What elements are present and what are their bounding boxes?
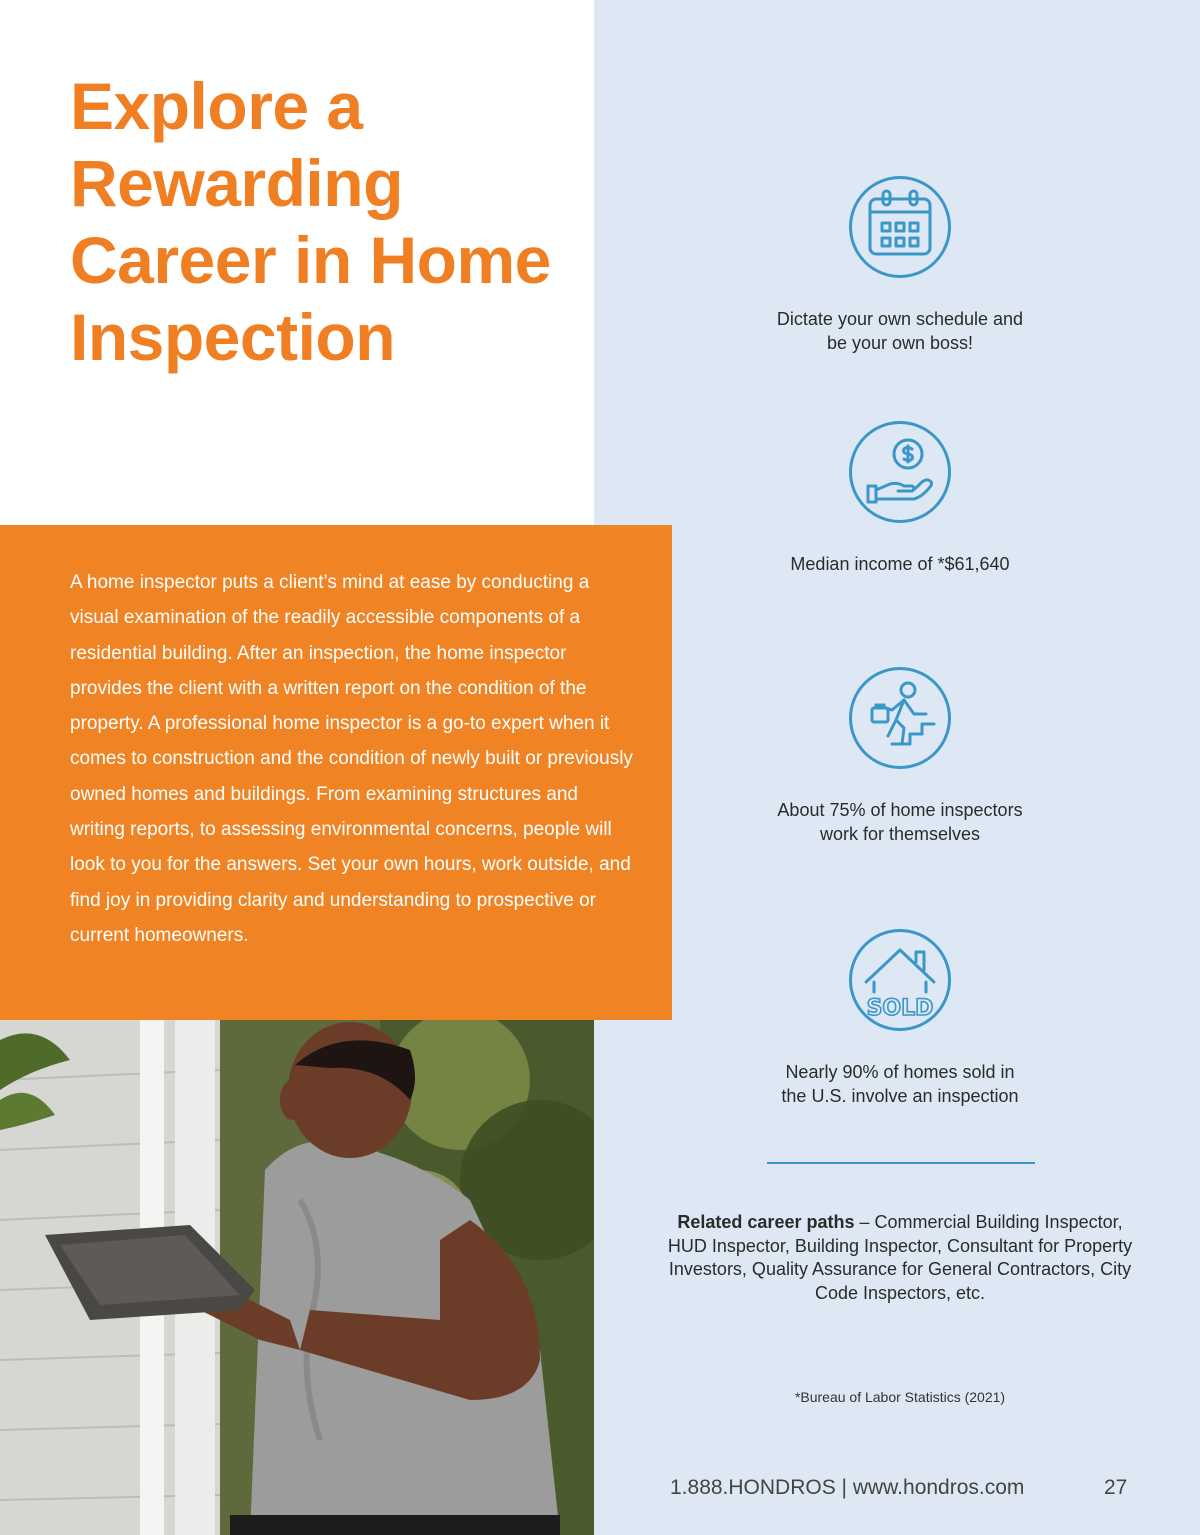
calendar-icon [849,176,951,278]
footer-contact: 1.888.HONDROS | www.hondros.com [670,1476,1025,1499]
feature-text-line: be your own boss! [826,332,974,353]
climbing-steps-icon [849,667,951,769]
divider [767,1162,1035,1164]
sold-label: SOLD [866,996,934,1021]
page-title: Explore a Rewarding Career in Home Inspection [70,69,551,374]
related-careers-text: – Commercial Building Inspector, HUD Inspector, Building Inspector, Consultant for Property Investors, Quality Assurance for General Contractors, City Code Inspectors, etc. [667,1212,1133,1303]
intro-box [0,525,672,1020]
feature-text-line: the U.S. involve an inspection [781,1085,1019,1106]
feature-text-line: work for themselves [819,823,981,844]
source-note: *Bureau of Labor Statistics (2021) [794,1389,1006,1405]
house-sold-icon [849,929,951,1031]
feature-text-line: About 75% of home inspectors [777,800,1023,820]
feature-inspections [700,929,1100,1108]
feature-self-employed [700,667,1100,846]
feature-income [700,421,1100,577]
feature-text-line: Dictate your own schedule and [776,309,1024,329]
money-hand-icon [849,421,951,523]
feature-schedule [700,176,1100,355]
feature-text-line: Nearly 90% of homes sold in [785,1062,1015,1082]
feature-text-line: Median income of *$61,640 [790,554,1010,574]
page-number: 27 [1104,1476,1128,1499]
related-careers [660,1211,1140,1305]
inspector-photo [0,1020,594,1535]
intro-paragraph: A home inspector puts a client’s mind at ease by conducting a visual examination of the readily accessible components of a residential building. After an inspection, the home inspector provides the client with a written report on the condition of the property. A professional home inspector is a go-to expert when it comes to construction and the condition of newly built or previously owned homes and buildings. From examining structures and writing reports, to assessing environmental concerns, people will look to you for the answers. Set your own hours, work outside, and find joy in providing clarity and understanding to prospective or current homeowners. [70,572,633,946]
related-careers-label: Related career paths [677,1212,855,1232]
